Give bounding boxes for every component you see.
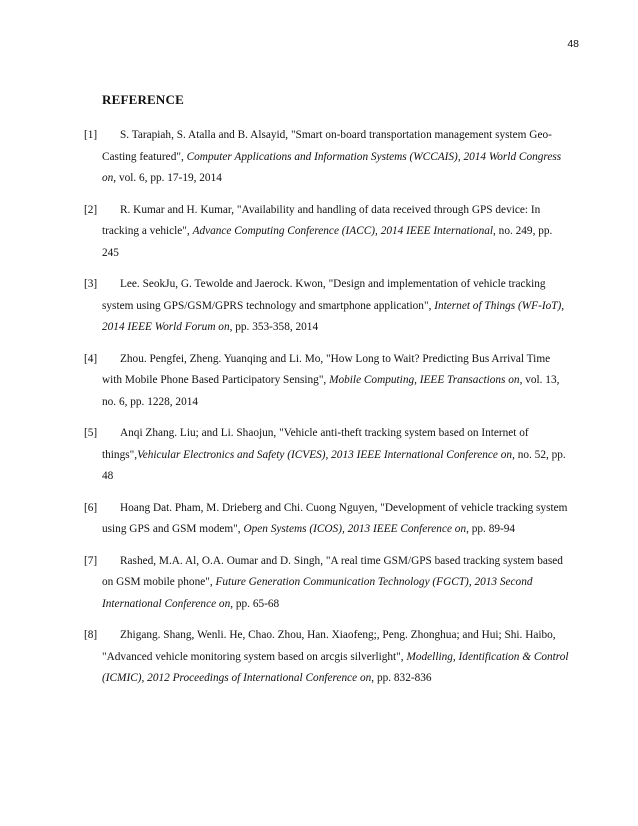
reference-number: [3] — [84, 278, 98, 290]
reference-heading: REFERENCE — [102, 92, 184, 107]
reference-number: [7] — [84, 554, 98, 567]
reference-details: , vol. 6, pp. 17-19, 2014 — [113, 172, 222, 184]
reference-item-5 — [84, 423, 570, 488]
reference-number: [5] — [84, 427, 98, 439]
reference-authors-title: Lee. SeokJu, G. Tewolde and Jaerock. Kwon, "Design and implementation of vehicle tracking system using GPS/GSM/GPRS technology and smartphone application", — [102, 278, 546, 312]
reference-venue: Open Systems (ICOS), 2013 IEEE Conference on — [243, 523, 467, 535]
page-number: 48 — [567, 38, 579, 50]
reference-authors-title: Anqi Zhang. Liu; and Li. Shaojun, "Vehicle anti-theft tracking system based on Internet of things", — [102, 427, 529, 461]
reference-item-1 — [84, 125, 570, 190]
reference-venue: Mobile Computing, IEEE Transactions on — [329, 374, 520, 386]
reference-authors-title: Rashed, M.A. Al, O.A. Oumar and D. Singh, "A real time GSM/GPS based tracking system based on GSM mobile phone", — [102, 554, 563, 588]
reference-details: , pp. 65-68 — [230, 597, 280, 610]
reference-authors-title: S. Tarapiah, S. Atalla and B. Alsayid, "Smart on-board transportation management system Geo-Casting featured", — [102, 129, 552, 163]
reference-text — [102, 498, 570, 541]
reference-item-3 — [84, 274, 570, 339]
reference-text — [102, 551, 570, 616]
reference-venue: Advance Computing Conference (IACC), 2014 IEEE International — [192, 225, 494, 237]
reference-number: [2] — [84, 203, 98, 216]
reference-details: , pp. 353-358, 2014 — [229, 321, 319, 333]
reference-text — [102, 625, 570, 690]
reference-number: [4] — [84, 352, 98, 365]
reference-venue: Internet of Things (WF-IoT), 2014 IEEE World Forum on — [102, 299, 565, 333]
reference-number: [6] — [84, 501, 98, 514]
reference-details: , no. 249, pp. 245 — [102, 225, 553, 259]
reference-authors-title: Zhigang. Shang, Wenli. He, Chao. Zhou, Han. Xiaofeng;, Peng. Zhonghua; and Hui; Shi. Haibo, "Advanced vehicle monitoring system based on arcgis silverlight", — [102, 629, 556, 663]
reference-details: , pp. 89-94 — [466, 523, 516, 535]
reference-details: , no. 52, pp. 48 — [102, 448, 566, 482]
reference-text — [102, 349, 570, 414]
reference-text — [102, 423, 570, 488]
reference-item-2 — [84, 200, 570, 265]
reference-details: , vol. 13, no. 6, pp. 1228, 2014 — [102, 374, 560, 408]
reference-item-8 — [84, 625, 570, 690]
reference-authors-title: R. Kumar and H. Kumar, "Availability and handling of data received through GPS device: In tracking a vehicle", — [102, 203, 541, 237]
reference-text — [102, 200, 570, 265]
reference-item-4 — [84, 349, 570, 414]
reference-venue: Computer Applications and Information Systems (WCCAIS), 2014 World Congress on — [102, 150, 562, 184]
reference-item-6 — [84, 498, 570, 541]
reference-number: [1] — [84, 129, 98, 141]
reference-number: [8] — [84, 629, 98, 641]
reference-list — [84, 125, 570, 700]
reference-venue: Future Generation Communication Technology (FGCT), 2013 Second International Conference on — [102, 576, 533, 610]
reference-venue: Vehicular Electronics and Safety (ICVES), 2013 IEEE International Conference on — [137, 448, 513, 461]
reference-authors-title: Zhou. Pengfei, Zheng. Yuanqing and Li. Mo, "How Long to Wait? Predicting Bus Arrival Time with Mobile Phone Based Participatory Sensing", — [102, 352, 551, 386]
reference-item-7 — [84, 551, 570, 616]
reference-details: , pp. 832-836 — [371, 672, 432, 684]
reference-text — [102, 125, 570, 190]
reference-text — [102, 274, 570, 339]
reference-authors-title: Hoang Dat. Pham, M. Drieberg and Chi. Cuong Nguyen, "Development of vehicle tracking system using GPS and GSM modem", — [102, 501, 568, 535]
reference-venue: Modelling, Identification & Control (ICMIC), 2012 Proceedings of International Conference on — [102, 650, 569, 684]
